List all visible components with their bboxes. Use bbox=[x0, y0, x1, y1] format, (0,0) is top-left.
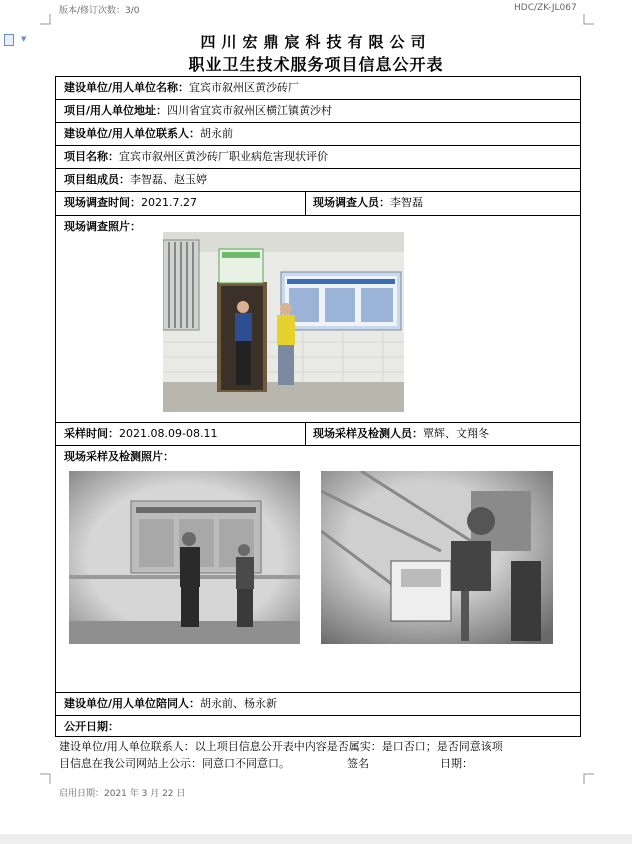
version-header: 版本/修订次数：3/0 bbox=[59, 6, 140, 16]
sampling-person-value: 覃辉、文翔冬 bbox=[423, 427, 489, 440]
date-label: 日期： bbox=[440, 757, 473, 770]
unit-name-value: 宜宾市叙州区黄沙砖厂 bbox=[189, 81, 300, 94]
address-row bbox=[64, 104, 332, 118]
members-label: 项目组成员： bbox=[64, 173, 130, 186]
survey-time-label: 现场调查时间： bbox=[64, 196, 141, 209]
crop-mark-top-right bbox=[580, 14, 594, 28]
sampling-photo-label: 现场采样及检测照片： bbox=[64, 450, 174, 463]
row-divider bbox=[56, 715, 580, 716]
members-value: 李智磊、赵玉婷 bbox=[130, 173, 207, 186]
sampling-time-label: 采样时间： bbox=[64, 427, 119, 440]
row-divider bbox=[56, 692, 580, 693]
sampling-photo-people bbox=[69, 471, 300, 644]
row-divider bbox=[56, 145, 580, 146]
row-divider bbox=[56, 168, 580, 169]
sampling-time-value: 2021.08.09-08.11 bbox=[119, 427, 218, 440]
row-divider bbox=[56, 99, 580, 100]
issue-date: 启用日期：2021 年 3 月 22 日 bbox=[59, 789, 186, 799]
escort-row bbox=[64, 697, 277, 711]
members-row bbox=[64, 173, 207, 187]
info-table bbox=[55, 76, 581, 737]
chevron-down-icon[interactable]: ▼ bbox=[21, 35, 27, 43]
sampling-photo-equipment bbox=[321, 471, 553, 644]
sampling-photo-label-row bbox=[64, 450, 174, 464]
survey-person-label: 现场调查人员： bbox=[313, 196, 390, 209]
project-value: 宜宾市叙州区黄沙砖厂职业病危害现状评价 bbox=[119, 150, 328, 163]
survey-photo-label: 现场调查照片： bbox=[64, 220, 141, 233]
row-divider bbox=[56, 122, 580, 123]
bottom-bar bbox=[0, 834, 632, 844]
row-divider bbox=[56, 445, 580, 446]
row-divider bbox=[56, 422, 580, 423]
publish-date-label: 公开日期： bbox=[64, 720, 119, 733]
doc-code-header: HDC/ZK-JL067 bbox=[514, 3, 577, 13]
column-divider bbox=[305, 191, 306, 215]
escort-label: 建设单位/用人单位陪同人： bbox=[64, 697, 201, 710]
survey-person-value: 李智磊 bbox=[390, 196, 423, 209]
sampling-person-label: 现场采样及检测人员： bbox=[313, 427, 423, 440]
row-divider bbox=[56, 215, 580, 216]
crop-mark-top-left bbox=[40, 14, 54, 28]
survey-person-cell bbox=[313, 196, 423, 210]
survey-photo bbox=[163, 232, 404, 412]
survey-photo-label-row bbox=[64, 220, 141, 234]
unit-name-label: 建设单位/用人单位名称： bbox=[64, 81, 190, 94]
footer-line-1: 建设单位/用人单位联系人：以上项目信息公开表中内容是否属实：是口否口；是否同意该项 bbox=[59, 740, 503, 753]
sampling-time-cell bbox=[64, 427, 217, 441]
address-label: 项目/用人单位地址： bbox=[64, 104, 168, 117]
sampling-person-cell bbox=[313, 427, 489, 441]
sign-label: 签名 bbox=[347, 757, 369, 770]
contact-value: 胡永前 bbox=[200, 127, 234, 140]
form-title: 职业卫生技术服务项目信息公开表 bbox=[188, 55, 444, 74]
row-divider bbox=[56, 191, 580, 192]
address-value: 四川省宜宾市叙州区横江镇黄沙村 bbox=[167, 104, 333, 117]
survey-time-value: 2021.7.27 bbox=[141, 196, 197, 209]
footer-line-2: 目信息在我公司网站上公示：同意口不同意口。 bbox=[59, 757, 290, 770]
escort-value: 胡永前、杨永新 bbox=[200, 697, 278, 710]
contact-row bbox=[64, 127, 233, 141]
publish-date-row bbox=[64, 720, 119, 734]
survey-time-cell bbox=[64, 196, 197, 210]
company-title: 四川宏鼎宸科技有限公司 bbox=[200, 33, 432, 51]
unit-name-row bbox=[64, 81, 299, 95]
crop-mark-bottom-right bbox=[580, 770, 594, 784]
column-divider bbox=[305, 422, 306, 445]
contact-label: 建设单位/用人单位联系人： bbox=[64, 127, 201, 140]
project-row bbox=[64, 150, 328, 164]
project-label: 项目名称： bbox=[64, 150, 119, 163]
crop-mark-bottom-left bbox=[40, 770, 54, 784]
